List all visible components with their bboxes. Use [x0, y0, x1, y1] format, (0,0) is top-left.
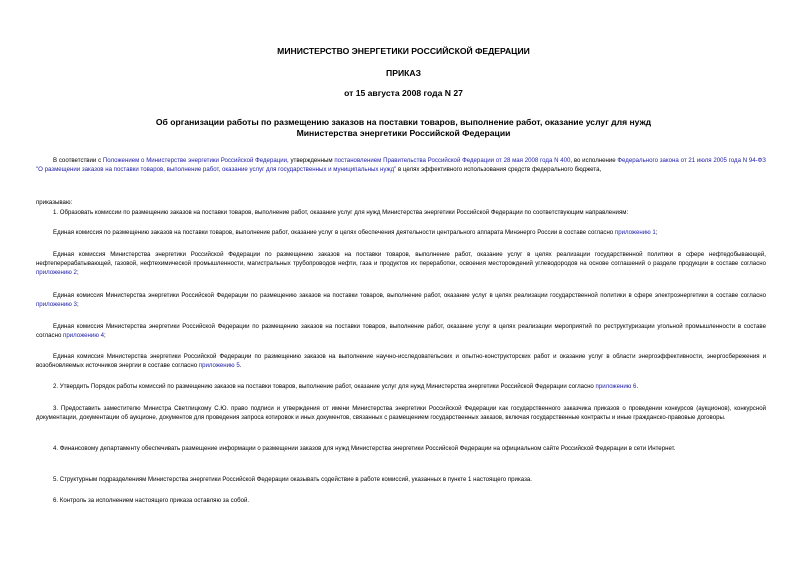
- commission-4-end: ;: [103, 332, 106, 340]
- link-regulation[interactable]: Положением о Министерстве энергетики Российской Федерации: [102, 157, 288, 164]
- link-appendix-1[interactable]: приложению 1: [614, 229, 656, 236]
- commission-1: [36, 228, 766, 237]
- commission-4: [36, 322, 766, 340]
- commission-5-text: Единая комиссия Министерства энергетики Российской Федерации по размещению заказов на выполнение научно-исследовательских и опытно-конструкторских работ и оказание услуг в области энергоэффективности, энергосбережения и возобновляемых источников энергии в составе согласно: [36, 353, 766, 370]
- link-appendix-3[interactable]: приложению 3: [36, 301, 77, 309]
- ministry-heading: МИНИСТЕРСТВО ЭНЕРГЕТИКИ РОССИЙСКОЙ ФЕДЕРАЦИИ: [277, 46, 530, 56]
- link-federal-law[interactable]: Федерального закона от 21 июля 2005 года N 94-ФЗ "О размещении заказов на поставки товаров, выполнение работ, оказание услуг для государственных и муниципальных нужд": [36, 157, 766, 174]
- item-3: 3. Предоставить заместителю Министра Светлицкому С.Ю. право подписи и утверждения от имени Министерства энергетики Российской Федерации как государственного заказчика приказов о проведении конкурсов (аукционов), конкурсной документации, документации об аукционе, документов для проведения запроса котировок и иных документов, связанных с размещением государственных заказов, включая государственные контракты и иные гражданско-правовые договоры.: [36, 405, 766, 422]
- commission-1-text: Единая комиссия по размещению заказов на поставки товаров, выполнение работ, оказание услуг в целях обеспечения деятельности центрального аппарата Минэнерго России в составе согласно: [53, 229, 615, 236]
- link-appendix-2[interactable]: приложению 2: [36, 269, 77, 277]
- commission-5: [36, 352, 766, 370]
- link-government-decree[interactable]: постановлением Правительства Российской Федерации от 28 мая 2008 года N 400: [334, 157, 571, 164]
- preamble-text-1: В соответствии с: [53, 157, 103, 164]
- commission-3-end: ;: [76, 301, 79, 309]
- commission-1-end: ;: [655, 229, 658, 236]
- item-4: 4. Финансовому департаменту обеспечивать размещение информации о размещении заказов для нужд Министерства энергетики Российской Федерации на официальном сайте Российской Федерации в сети Интернет.: [53, 445, 676, 452]
- commission-3: [36, 291, 766, 309]
- link-appendix-6[interactable]: приложению 6: [595, 383, 637, 390]
- order-word: приказываю:: [36, 199, 73, 206]
- commission-2: [36, 250, 766, 277]
- item-2-text: 2. Утвердить Порядок работы комиссий по размещению заказов на поставки товаров, выполнение работ, оказание услуг для нужд Министерства энергетики Российской Федерации согласно: [53, 383, 596, 390]
- item-1: 1. Образовать комиссии по размещению заказов на поставки товаров, выполнение работ, оказание услуг для нужд Министерства энергетики Российской Федерации по соответствующим направлениям:: [53, 209, 629, 216]
- commission-3-text: Единая комиссия Министерства энергетики Российской Федерации по размещению заказов на поставки товаров, выполнение работ, оказание услуг в целях реализации государственной политики в сфере электроэнергетики в составе согласно: [53, 292, 766, 299]
- link-appendix-5[interactable]: приложению 5: [198, 362, 240, 370]
- preamble-paragraph: [36, 156, 766, 174]
- preamble-text-3: , во исполнение: [570, 157, 618, 164]
- item-6: 6. Контроль за исполнением настоящего приказа оставляю за собой.: [53, 497, 250, 504]
- item-2-end: .: [636, 383, 639, 390]
- preamble-text-2: , утвержденным: [287, 157, 335, 164]
- preamble-text-4: в целях эффективного использования средств федерального бюджета,: [396, 166, 602, 174]
- link-appendix-4[interactable]: приложению 4: [63, 332, 104, 340]
- commission-4-text: Единая комиссия Министерства энергетики Российской Федерации по размещению заказов на поставки товаров, выполнение работ, оказание услуг в целях реализации мероприятий по реструктуризации угольной промышленности в составе согласно: [36, 323, 766, 340]
- commission-5-end: .: [239, 362, 242, 370]
- commission-2-text: Единая комиссия Министерства энергетики Российской Федерации по размещению заказов на поставки товаров, выполнение работ, оказание услуг в целях реализации государственной политики в сфере нефтедобывающей, нефтеперерабатывающей, газовой, нефтехимической промышленности, магистральных трубопроводов нефти, газа и продуктов их переработки, освоения месторождений углеводородов на основе соглашений о разделе продукции в составе согласно: [36, 251, 766, 268]
- date-number-heading: от 15 августа 2008 года N 27: [344, 88, 463, 98]
- document-title: Об организации работы по размещению заказов на поставки товаров, выполнение работ, оказание услуг для нужд Министерства энергетики Российской Федерации: [155, 117, 652, 138]
- item-5: 5. Структурным подразделениям Министерства энергетики Российской Федерации оказывать содействие в работе комиссий, указанных в пункте 1 настоящего приказа.: [53, 476, 532, 483]
- doc-type-heading: ПРИКАЗ: [386, 68, 421, 78]
- commission-2-end: ;: [76, 269, 79, 277]
- item-2: [36, 382, 766, 391]
